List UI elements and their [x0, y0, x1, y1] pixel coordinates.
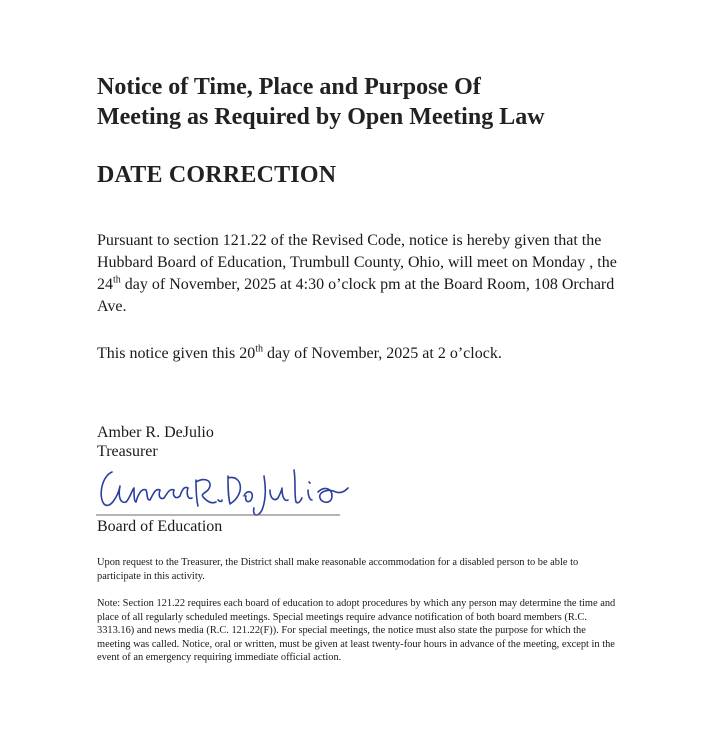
- date-correction-heading: DATE CORRECTION: [97, 162, 337, 188]
- meeting-notice-paragraph: [97, 230, 637, 318]
- given-text-part-1: This notice given this 20: [97, 345, 256, 362]
- notice-given-paragraph: [97, 343, 657, 365]
- accommodation-notice: Upon request to the Treasurer, the District shall make reasonable accommodation for a disabled person to be able to participate in this activity.: [97, 557, 579, 582]
- given-text-part-2: day of November, 2025 at 2 o’clock.: [262, 345, 502, 362]
- ordinal-suffix: th: [113, 274, 121, 286]
- legal-note: Note: Section 121.22 requires each board of education to adopt procedures by which any person may determine the time and place of all regularly scheduled meetings. Special meetings require advance notification of both board members (R.C. 3313.16) and news media (R.C. 121.22(F)). For special meetings, the notice must also state the purpose for which the meeting was called. Notice, oral or written, must be given at least twenty-four hours in advance of the meeting, except in the event of an emergency requiring immediate official action.: [97, 598, 616, 663]
- signatory-organization: Board of Education: [97, 518, 223, 535]
- ordinal-suffix: th: [255, 343, 263, 355]
- signatory-name: Amber R. DeJulio: [97, 424, 214, 441]
- notice-title: [97, 72, 657, 132]
- title-line-1: Notice of Time, Place and Purpose Of: [97, 74, 481, 100]
- notice-text-part-1: Pursuant to section 121.22 of the Revised Code, notice is hereby given that the Hubbard Board of Education, Trumbull County, Ohio, will meet on Monday , the 24: [97, 232, 617, 293]
- signatory-title: Treasurer: [97, 443, 158, 460]
- notice-text-part-2: day of November, 2025 at 4:30 o’clock pm at the Board Room, 108 Orchard Ave.: [97, 276, 615, 315]
- title-line-2: Meeting as Required by Open Meeting Law: [97, 104, 545, 130]
- signature-image: [96, 458, 358, 524]
